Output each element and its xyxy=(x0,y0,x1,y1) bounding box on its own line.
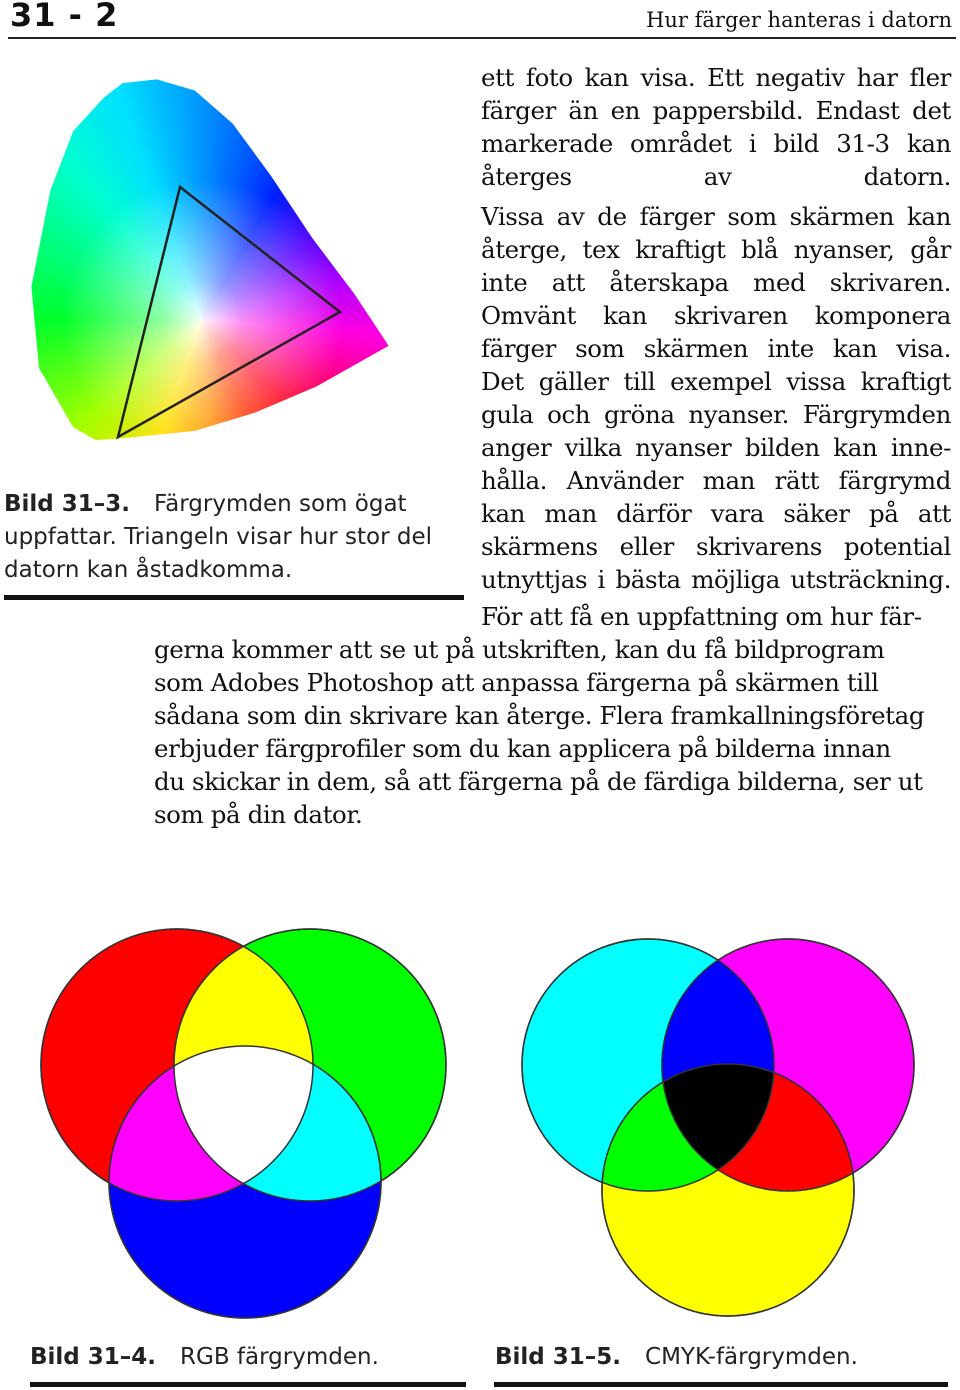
rgb-venn-diagram xyxy=(35,920,455,1320)
text-line: erbjuder färgprofiler som du kan applicera på bilderna innan xyxy=(154,734,891,763)
body-paragraph-1 xyxy=(481,61,951,193)
text-line: anger vilka nyanser bilden kan inne- xyxy=(481,433,951,462)
text-line: du skickar in dem, så att färgerna på de färdiga bilderna, ser ut xyxy=(154,767,923,796)
text-line: För att få en uppfattning om hur fär- xyxy=(481,602,922,631)
text-line: kan man därför vara säker på att xyxy=(481,499,951,528)
text-line: Det gäller till exempel vissa kraftigt xyxy=(481,367,951,396)
text-line: inte att återskapa med skrivaren. xyxy=(481,268,951,297)
caption-rule xyxy=(30,1382,466,1387)
text-line: gerna kommer att se ut på utskriften, kan du få bildprogram xyxy=(154,635,885,664)
figure-caption-31-3 xyxy=(4,488,464,587)
cmyk-venn-diagram xyxy=(518,920,923,1320)
text-line: ett foto kan visa. Ett negativ har fler xyxy=(481,63,951,92)
text-line: återges av datorn. xyxy=(481,162,951,191)
text-line: Omvänt kan skrivaren komponera xyxy=(481,301,951,330)
caption-text: Färgrymden som ögat xyxy=(154,491,407,517)
caption-text: RGB färgrymden. xyxy=(180,1344,379,1370)
caption-rule xyxy=(494,1382,948,1387)
running-head: Hur färger hanteras i datorn xyxy=(646,8,952,32)
caption-label: Bild 31–5. xyxy=(495,1344,622,1370)
text-line: sådana som din skrivare kan återge. Flera framkallningsföretag xyxy=(154,701,925,730)
text-line: färger som skärmen inte kan visa. xyxy=(481,334,951,363)
gamut-diagram xyxy=(20,72,400,442)
caption-label: Bild 31–4. xyxy=(30,1344,157,1370)
body-paragraph-3 xyxy=(154,600,951,831)
text-line: som Adobes Photoshop att anpassa färgerna på skärmen till xyxy=(154,668,879,697)
header-rule xyxy=(8,37,956,39)
text-line: som på din dator. xyxy=(154,800,363,829)
text-line: skärmens eller skrivarens potential xyxy=(481,532,951,561)
caption-text: uppfattar. Triangeln visar hur stor del xyxy=(4,524,433,550)
text-line: återge, tex kraftigt blå nyanser, går xyxy=(481,235,951,264)
text-line: gula och gröna nyanser. Färgrymden xyxy=(481,400,951,429)
figure-caption-31-4 xyxy=(30,1344,379,1370)
text-line: hålla. Använder man rätt färgrymd xyxy=(481,466,951,495)
caption-label: Bild 31–3. xyxy=(4,491,131,517)
body-paragraph-2 xyxy=(481,200,951,596)
text-line: färger än en pappersbild. Endast det xyxy=(481,96,951,125)
page-number: 31 - 2 xyxy=(10,0,119,34)
caption-text: CMYK-färgrymden. xyxy=(645,1344,858,1370)
caption-text: datorn kan åstadkomma. xyxy=(4,557,293,583)
text-line: utnyttjas i bästa möjliga utsträckning. xyxy=(481,565,951,594)
figure-caption-31-5 xyxy=(495,1344,858,1370)
monitor-gamut-triangle xyxy=(20,72,400,442)
text-line: markerade området i bild 31-3 kan xyxy=(481,129,951,158)
text-line: Vissa av de färger som skärmen kan xyxy=(481,202,951,231)
